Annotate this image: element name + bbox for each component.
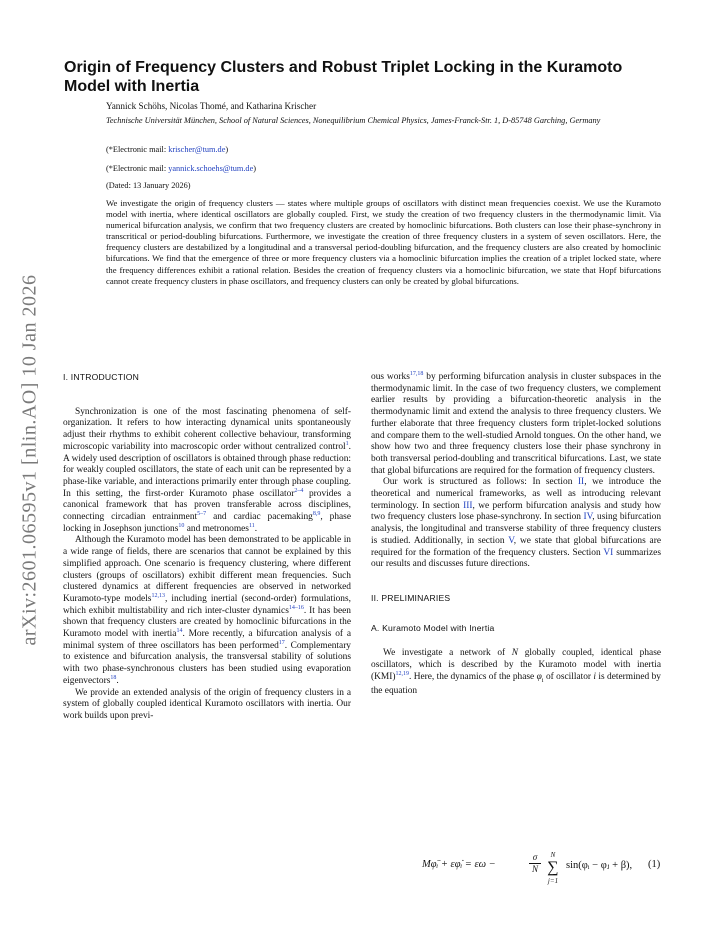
- section-link-vi[interactable]: VI: [603, 547, 614, 558]
- left-column: [63, 372, 351, 723]
- arxiv-id: arXiv:2601.06595v1 [nlin.AO] 10 Jan 2026: [18, 274, 41, 646]
- intro-paragraph-4: ous works$^{17,18}$ by performing bifurcation analysis in cluster subspaces in the thermodynamic limit. In the case of two frequency clusters, we complement earlier results by providing a bifurcation-theoretic analysis in the thermodynamic limit and extend the analysis to three frequency clusters. We further elaborate that three frequency clusters form triplet-locked solutions and compare them to the well-studied Arnold tongues. On the other hand, we show how two and three frequency clusters lose their phase synchrony in both transversal period-doubling and transcritical bifurcations. Last, we state that global bifurcations are required for the formation of frequency clusters.: [371, 370, 661, 476]
- citation[interactable]: 11: [248, 522, 255, 529]
- citation[interactable]: 12,13: [151, 592, 165, 599]
- section-heading-preliminaries: II. PRELIMINARIES: [371, 592, 451, 603]
- citation[interactable]: 8,9: [312, 510, 321, 517]
- equation-1: [422, 852, 662, 890]
- affiliation: Technische Universität München, School of Natural Sciences, Nonequilibrium Chemical Physics, James-Franck-Str. 1, D-85748 Garching, Germany: [106, 116, 601, 125]
- equation-number: (1): [648, 859, 661, 870]
- citation[interactable]: 2–4: [294, 487, 304, 494]
- right-column: [371, 372, 661, 698]
- equation-lhs: Mφ̈ᵢ + εφ̇ᵢ = εω −: [422, 859, 496, 870]
- section-link-ii[interactable]: II: [577, 477, 585, 488]
- email-line-1: (*Electronic mail: krischer@tum.de): [106, 145, 229, 154]
- intro-paragraph-5: Our work is structured as follows: In section II, we introduce the theoretical and numerical frameworks, as well as introducing relevant terminology. In section III, we perform bifurcation analysis and study how two frequency clusters lose phase-synchrony. In section IV, using bifurcation analysis, the longitudinal and transverse stability of three frequency clusters is studied. Additionally, in section V, we state that global bifurcations are required for the formation of the frequency clusters. Section VI summarizes our results and discusses future directions.: [371, 477, 662, 570]
- intro-paragraph-2: Although the Kuramoto model has been demonstrated to be applicable in a wide range of fields, there are scenarios that cannot be explained by this simplified approach. One scenario is frequency clustering, where different clusters (groups of oscillators) exhibit different mean frequencies. Such clustered dynamics at different frequencies are observed in networked Kuramoto-type models$^{12,13}$, including inertial (second-order) formulations, which exhibit multistability and rich inter-cluster dynamics$^{14-16}$. It has been shown that frequency clusters are created by homoclinic bifurcations in the Kuramoto model with inertia$^{14}$. More recently, a bifurcation analysis of a minimal system of three oscillators has been performed$^{17}$. Complementary to existence and bifurcation analysis, the transversal stability of solutions with two phase-synchronous clusters has been studied using evaporation eigenvectors$^{18}$.: [63, 535, 351, 686]
- authors: Yannick Schöhs, Nicolas Thomé, and Katharina Krischer: [106, 101, 317, 111]
- equation-fraction: $\frac{\sigma}{N}$: [529, 852, 541, 875]
- citation[interactable]: 17,18: [409, 370, 424, 377]
- intro-paragraph-3: We provide an extended analysis of the origin of frequency clusters in a system of globally coupled identical Kuramoto oscillators with inertia. Our work builds upon previ-: [63, 687, 351, 721]
- paper-title: Origin of Frequency Clusters and Robust Triplet Locking in the Kuramoto Model with Inertia: [64, 59, 623, 95]
- citation[interactable]: 1: [345, 440, 349, 447]
- email-link-2[interactable]: yannick.schoehs@tum.de: [168, 164, 254, 173]
- citation[interactable]: 17: [278, 639, 285, 646]
- section-link-iii[interactable]: III: [463, 500, 473, 511]
- section-link-v[interactable]: V: [508, 535, 514, 546]
- section-link-iv[interactable]: IV: [583, 512, 593, 523]
- subsection-heading-kmi: A. Kuramoto Model with Inertia: [371, 622, 495, 633]
- date-line: (Dated: 13 January 2026): [106, 181, 191, 190]
- intro-paragraph-1: Synchronization is one of the most fascinating phenomena of self-organization. It refers to how interacting dynamical units spontaneously adjust their rhythms to exhibit coherent collective behaviour, transforming microscopic variability into macroscopic order without centralized control$^1$. A widely used description of oscillators is obtained through phase reduction: for weakly coupled oscillators, the state of each unit can be represented by a phase-like variable, and interactions primarily enter through phase coupling. In this setting, the first-order Kuramoto phase oscillator$^{2-4}$ provides a canonical framework that has proven transferable across disciplines, connecting circadian entrainment$^{5-7}$ and cardiac pacemaking$^{8,9}$, phase locking in Josephson junctions$^{10}$ and metronomes$^{11}$.: [63, 406, 351, 534]
- email-line-2: (*Electronic mail: yannick.schoehs@tum.de): [106, 164, 257, 173]
- equation-rhs: sin(φᵢ − φⱼ + β),: [566, 860, 633, 871]
- citation[interactable]: 12,19: [395, 670, 409, 677]
- citation[interactable]: 14: [176, 627, 183, 634]
- citation[interactable]: 10: [178, 522, 185, 529]
- email-link-1[interactable]: krischer@tum.de: [168, 145, 226, 154]
- citation[interactable]: 5–7: [197, 510, 207, 517]
- section-heading-introduction: I. INTRODUCTION: [63, 372, 140, 382]
- preliminaries-paragraph-1: We investigate a network of N globally coupled, identical phase oscillators, which is described by the Kuramoto model with inertia (KMI)$^{12,19}$. Here, the dynamics of the phase $\varphi_i$ of oscillator i is determined by the equation: [371, 648, 662, 697]
- equation-sum: N ∑ j=1: [547, 851, 559, 885]
- abstract: We investigate the origin of frequency clusters — states where multiple groups of oscillators with distinct mean frequencies coexist. We use the Kuramoto model with inertia, where identical oscillators are globally coupled. First, we study the creation of two frequency clusters in the thermodynamic limit. Via numerical bifurcation analysis, we confirm that two frequency clusters are created by homoclinic bifurcations. Both clusters can lose their phase-synchrony in transcritical or period-doubling bifurcations. Furthermore, we investigate the creation of three frequency clusters in a system of seven oscillators. Here, the frequency clusters are destabilized by a longitudinal and a transversal period-doubling bifurcation, and the frequency clusters are also created by homoclinic bifurcations. We find that the emergence of three or more frequency clusters via a homoclinic bifurcation implies the creation of a triplet locked state, where the frequency differences exhibit a rational relation. Besides the creation of frequency clusters via a homoclinic bifurcation, we state that Hopf bifurcations cannot create frequency clusters in phase oscillators, and frequency clusters can only be created by global bifurcations.: [106, 198, 661, 286]
- citation[interactable]: 14–16: [288, 604, 304, 611]
- arxiv-sidebar-stamp: [10, 220, 50, 700]
- citation[interactable]: 18: [110, 674, 117, 681]
